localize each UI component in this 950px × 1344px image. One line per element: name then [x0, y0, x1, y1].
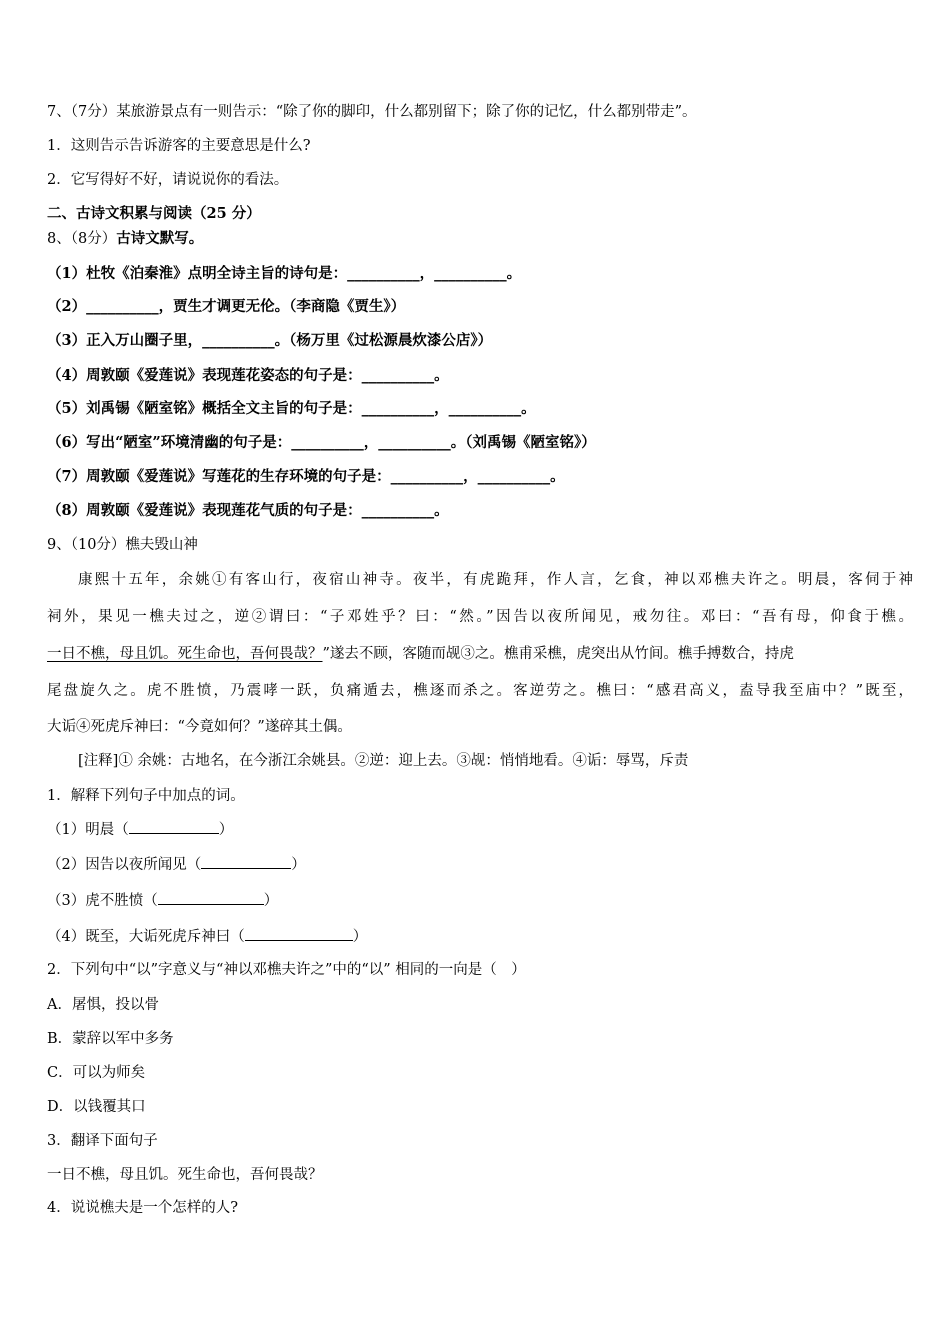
q8-item-3: （3）正入万山圈子里，__________。（杨万里《过松源晨炊漆公店》）: [47, 332, 493, 349]
q9-stem: 9、（10分）樵夫毁山神: [47, 537, 198, 553]
passage-line-1: 康熙十五年，余姚①有客山行，夜宿山神寺。夜半，有虎跪拜，作人言，乞食，神以邓樵夫许之。明晨，客伺于神: [78, 572, 913, 588]
q8-item-5: （5）刘禹锡《陋室铭》概括全文主旨的句子是：__________，__________。: [47, 400, 536, 417]
passage-line-4: 尾盘旋久之。虎不胜愤，乃震哮一跃，负痛遁去，樵逐而杀之。客逆劳之。樵曰：“感君高义，盍导我至庙中？”既至，: [47, 683, 913, 699]
option-c[interactable]: C．可以为师矣: [47, 1065, 146, 1081]
passage-underlined-sentence: 一日不樵，母且饥。死生命也，吾何畏哉？: [47, 646, 323, 662]
q8-item-7: （7）周敦颐《爱莲说》写莲花的生存环境的句子是：__________，__________。: [47, 468, 565, 485]
passage-line-3-rest: ”遂去不顾，客随而觇③之。樵甫采樵，虎突出从竹间。樵手搏数合，持虎: [322, 646, 794, 662]
q9-sub2: 2．下列句中“以”字意义与“神以邓樵夫许之”中的“以” 相同的一向是（ ）: [47, 962, 526, 978]
q9-sub3: 3．翻译下面句子: [47, 1133, 158, 1149]
q8-item-4: （4）周敦颐《爱莲说》表现莲花姿态的句子是：__________。: [47, 367, 449, 384]
passage-line-2: 祠外，果见一樵夫过之，逆②谓曰：“子邓姓乎？曰：“然。”因告以夜所闻见，戒勿往。邓曰：“吾有母，仰食于樵。: [47, 609, 913, 625]
option-b[interactable]: B．蒙辞以军中多务: [47, 1031, 174, 1047]
passage-line-3: [47, 644, 913, 664]
q8-heading: [47, 229, 203, 249]
q7-stem: 7、（7分）某旅游景点有一则告示：“除了你的脚印，什么都别留下；除了你的记忆，什么都别带走”。: [47, 104, 697, 120]
q9-sub4: 4．说说樵夫是一个怎样的人?: [47, 1200, 238, 1216]
q7-sub2: 2．它写得好不好，请说说你的看法。: [47, 172, 289, 188]
q9-sub1: 1．解释下列句子中加点的词。: [47, 788, 245, 804]
q8-number: 8、（8分）: [47, 231, 117, 247]
word-item-3: （3）虎不胜愤（ ）: [47, 890, 278, 911]
q7-sub1: 1．这则告示告诉游客的主要意思是什么?: [47, 138, 311, 154]
word-item-2: （2）因告以夜所闻见（ ）: [47, 854, 306, 875]
passage-note: [注释]① 余姚：古地名，在今浙江余姚县。②逆：迎上去。③觇：悄悄地看。④诟：辱骂，斥责: [78, 753, 689, 769]
passage-line-5: 大诟④死虎斥神曰：“今竟如何？”遂碎其土偶。: [47, 719, 352, 735]
translate-sentence: 一日不樵，母且饥。死生命也，吾何畏哉？: [47, 1167, 323, 1183]
option-a[interactable]: A．屠惧，投以骨: [47, 997, 159, 1013]
q8-item-8: （8）周敦颐《爱莲说》表现莲花气质的句子是：__________。: [47, 502, 449, 519]
word-item-4: （4）既至，大诟死虎斥神曰（ ）: [47, 926, 367, 947]
q8-item-6: （6）写出“陋室”环境清幽的句子是：__________，__________。（刘禹锡《陋室铭》）: [47, 434, 596, 451]
answer-blank[interactable]: [129, 819, 219, 834]
answer-blank[interactable]: [245, 926, 353, 941]
option-d[interactable]: D．以钱覆其口: [47, 1099, 146, 1115]
answer-blank[interactable]: [158, 890, 264, 905]
q8-item-2: （2）__________，贾生才调更无伦。（李商隐《贾生》）: [47, 298, 406, 315]
word-item-1: （1）明晨（ ）: [47, 819, 233, 840]
section2-title: 二、古诗文积累与阅读（25 分）: [47, 205, 261, 222]
answer-blank[interactable]: [201, 854, 291, 869]
q8-item-1: （1）杜牧《泊秦淮》点明全诗主旨的诗句是：__________，__________。: [47, 265, 522, 282]
q8-title: 古诗文默写。: [116, 230, 204, 247]
